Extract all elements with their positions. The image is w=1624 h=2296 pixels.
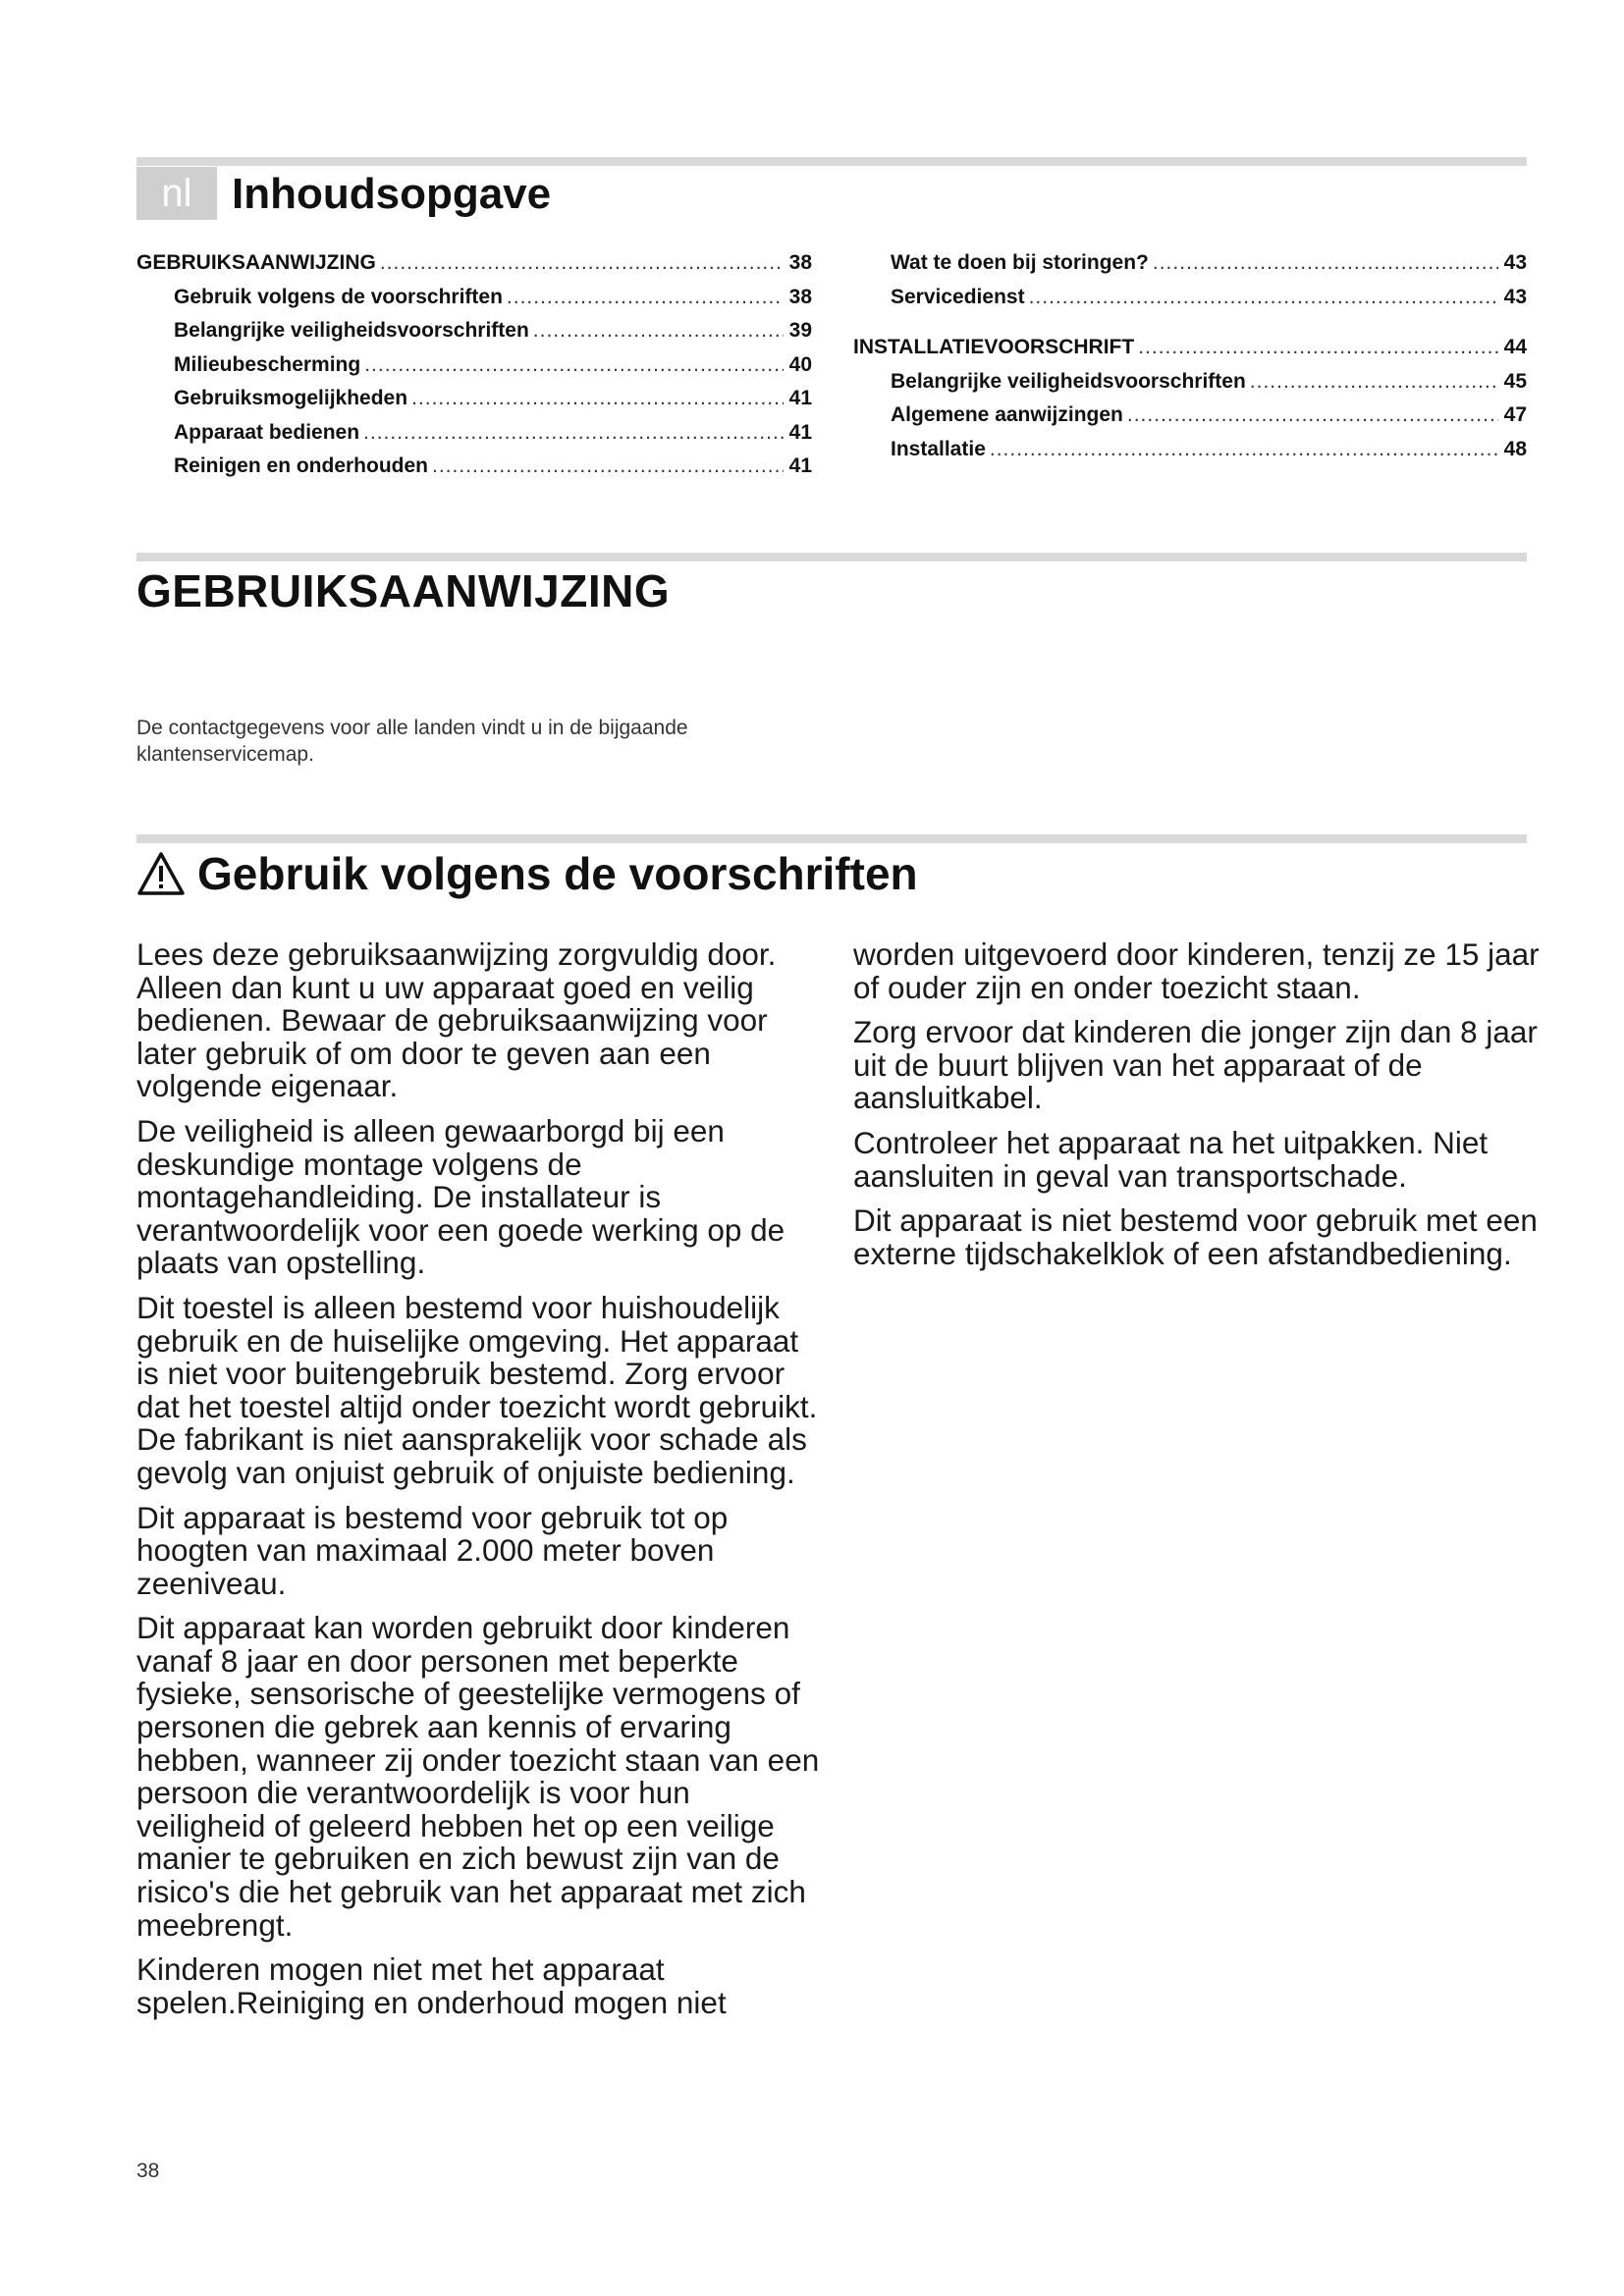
toc-entry-page: 43 [1503, 285, 1527, 308]
toc-right-column [853, 251, 1527, 471]
body-paragraph: Dit apparaat is bestemd voor gebruik tot op hoogten van maximaal 2.000 meter boven zeeniveau. [136, 1499, 729, 1601]
toc-entry-label: Apparaat bedienen [174, 420, 360, 444]
contact-note: De contactgegevens voor alle landen vindt u in de bijgaande klantenservicemap. [136, 717, 688, 766]
toc-leader-dots [364, 353, 783, 377]
toc-leader-dots [1029, 286, 1498, 309]
toc-leader-dots [432, 454, 784, 478]
toc-entry-page: 47 [1503, 403, 1527, 426]
toc-entry[interactable] [853, 438, 1527, 472]
toc-entry[interactable] [136, 387, 812, 421]
toc-entry[interactable] [853, 370, 1527, 404]
subsection-heading [136, 846, 918, 901]
toc-entry-label: Wat te doen bij storingen? [891, 251, 1149, 274]
body-paragraph: De veiligheid is alleen gewaarborgd bij een deskundige montage volgens de montagehandleiding. De installateur is verantwoordelijk voor een goede werking op de plaats van opstelling. [136, 1112, 785, 1281]
toc-leader-dots [1153, 251, 1498, 275]
toc-entry-label: INSTALLATIEVOORSCHRIFT [853, 336, 1135, 358]
toc-leader-dots [411, 387, 784, 410]
toc-entry-page: 38 [788, 285, 812, 308]
toc-entry[interactable] [853, 336, 1527, 370]
subsection-rule [136, 834, 1527, 843]
section-rule [136, 553, 1527, 561]
toc-title: Inhoudsopgave [232, 170, 552, 218]
toc-entry-label: Milieubescherming [174, 352, 361, 376]
body-paragraph: Kinderen mogen niet met het apparaat spelen.Reiniging en onderhoud mogen niet [136, 1951, 727, 2020]
toc-entry-label: Servicedienst [891, 285, 1025, 308]
warning-triangle-icon [136, 851, 186, 896]
toc-leader-dots [1250, 370, 1498, 394]
toc-entry-page: 45 [1503, 369, 1527, 393]
toc-entry[interactable] [853, 403, 1527, 438]
toc-leader-dots [1127, 403, 1498, 427]
page-number: 38 [136, 2160, 160, 2182]
toc-leader-dots [507, 286, 784, 309]
body-left-column [136, 938, 824, 2031]
body-paragraph: Dit toestel is alleen bestemd voor huishoudelijk gebruik en de huiselijke omgeving. Het apparaat is niet voor buitengebruik bestemd. Zorg ervoor dat het toestel altijd onder toezicht wordt gebruikt. De fabrikant is niet aansprakelijk voor schade als gevolg van onjuist gebruik of onjuiste bediening. [136, 1289, 818, 1490]
toc-entry-page: 48 [1503, 437, 1527, 460]
body-paragraph: worden uitgevoerd door kinderen, tenzij ze 15 jaar of ouder zijn en onder toezicht staan. [853, 936, 1540, 1005]
toc-leader-dots [380, 251, 784, 275]
toc-entry-label: Reinigen en onderhouden [174, 454, 429, 477]
body-right-column [853, 938, 1541, 1282]
toc-entry-page: 43 [1503, 251, 1527, 274]
section-title: GEBRUIKSAANWIJZING [136, 565, 671, 616]
toc-entry[interactable] [136, 353, 812, 388]
toc-entry-page: 39 [788, 319, 812, 342]
body-paragraph: Dit apparaat is niet bestemd voor gebruik met een externe tijdschakelklok of een afstandbediening. [853, 1202, 1538, 1271]
body-paragraph: Controleer het apparaat na het uitpakken. Niet aansluiten in geval van transportschade. [853, 1124, 1489, 1194]
language-badge: nl [136, 167, 217, 220]
toc-entry-page: 38 [788, 251, 812, 274]
body-paragraph: Dit apparaat kan worden gebruikt door kinderen vanaf 8 jaar en door personen met beperkte fysieke, sensorische of geestelijke vermogens of personen die gebrek aan kennis of ervaring hebben, wanneer zij onder toezicht staan van een persoon die verantwoordelijk is voor hun veiligheid of geleerd hebben het op een veilige manier te gebruiken en zich bewust zijn van de risico's die het gebruik van het apparaat met zich meebrengt. [136, 1610, 820, 1943]
toc-entry[interactable] [136, 286, 812, 320]
toc-leader-dots [990, 438, 1498, 461]
toc-entry-page: 41 [788, 454, 812, 477]
toc-leader-dots [363, 421, 784, 445]
toc-leader-dots [533, 319, 784, 343]
body-paragraph: Zorg ervoor dat kinderen die jonger zijn dan 8 jaar uit de buurt blijven van het apparaat of de aansluitkabel. [853, 1014, 1538, 1116]
toc-entry-label: Algemene aanwijzingen [891, 403, 1123, 426]
toc-entry-label: Belangrijke veiligheidsvoorschriften [891, 369, 1246, 393]
toc-entry-label: GEBRUIKSAANWIJZING [136, 251, 376, 274]
toc-entry[interactable] [136, 421, 812, 455]
toc-entry-label: Gebruik volgens de voorschriften [174, 285, 503, 308]
subsection-title: Gebruik volgens de voorschriften [197, 848, 918, 899]
toc-entry-page: 41 [788, 420, 812, 444]
toc-entry[interactable] [853, 286, 1527, 320]
toc-entry[interactable] [136, 319, 812, 353]
toc-entry[interactable] [136, 454, 812, 489]
toc-entry-page: 44 [1503, 336, 1527, 358]
toc-entry-page: 40 [788, 352, 812, 376]
toc-entry[interactable] [853, 251, 1527, 286]
toc-entry-page: 41 [788, 387, 812, 409]
toc-entry-label: Belangrijke veiligheidsvoorschriften [174, 319, 529, 342]
toc-entry[interactable] [136, 251, 812, 286]
toc-leader-dots [1138, 336, 1497, 359]
toc-entry-label: Gebruiksmogelijkheden [174, 387, 408, 409]
body-paragraph: Lees deze gebruiksaanwijzing zorgvuldig door. Alleen dan kunt u uw apparaat goed en veilig bedienen. Bewaar de gebruiksaanwijzing voor later gebruik of om door te geven aan een volgende eigenaar. [136, 936, 777, 1104]
toc-left-column [136, 251, 812, 489]
toc-entry-label: Installatie [891, 437, 986, 460]
